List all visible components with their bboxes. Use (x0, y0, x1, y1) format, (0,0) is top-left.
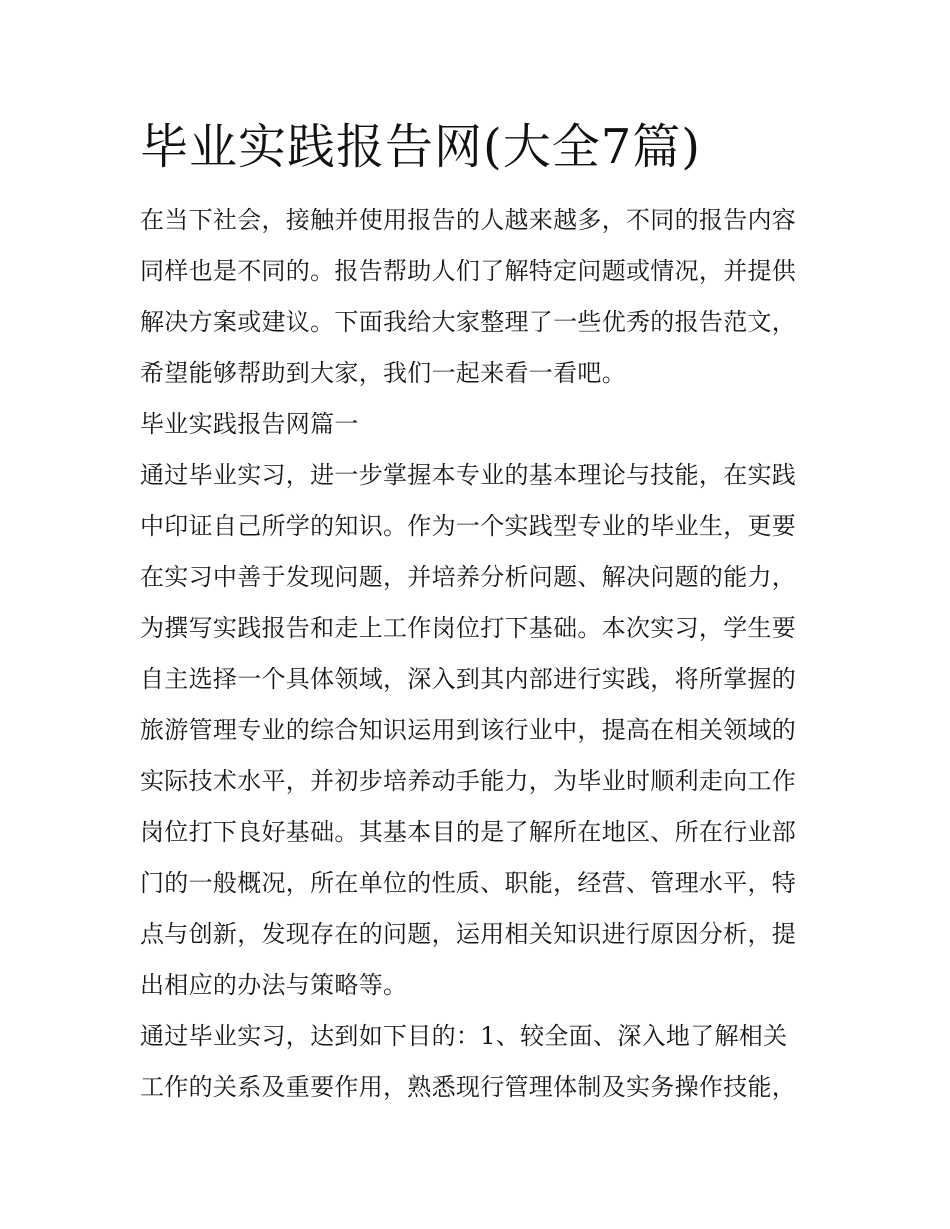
paragraph1-line-3: 在实习中善于发现问题，并培养分析问题、解决问题的能力， (140, 563, 797, 591)
paragraph2-line-2: 工作的关系及重要作用，熟悉现行管理体制及实务操作技能， (140, 1073, 797, 1101)
paragraph1-line-5: 自主选择一个具体领域，深入到其内部进行实践，将所掌握的 (140, 665, 797, 693)
paragraph1-line-10: 点与创新，发现存在的问题，运用相关知识进行原因分析，提 (140, 920, 797, 948)
paragraph1-line-9: 门的一般概况，所在单位的性质、职能，经营、管理水平，特 (140, 869, 797, 897)
section-heading: 毕业实践报告网篇一 (140, 410, 359, 438)
paragraph1-line-7: 实际技术水平，并初步培养动手能力，为毕业时顺利走向工作 (140, 767, 797, 795)
paragraph1-line-1: 通过毕业实习，进一步掌握本专业的基本理论与技能，在实践 (140, 461, 797, 489)
intro-line-2: 同样也是不同的。报告帮助人们了解特定问题或情况，并提供 (140, 257, 797, 285)
paragraph1-line-2: 中印证自己所学的知识。作为一个实践型专业的毕业生，更要 (140, 512, 797, 540)
paragraph1-line-8: 岗位打下良好基础。其基本目的是了解所在地区、所在行业部 (140, 818, 797, 846)
paragraph1-line-6: 旅游管理专业的综合知识运用到该行业中，提高在相关领域的 (140, 716, 797, 744)
intro-line-4: 希望能够帮助到大家，我们一起来看一看吧。 (140, 359, 626, 387)
document-title: 毕业实践报告网(大全7篇) (140, 119, 701, 175)
intro-line-3: 解决方案或建议。下面我给大家整理了一些优秀的报告范文， (140, 308, 797, 336)
paragraph1-line-11: 出相应的办法与策略等。 (140, 971, 408, 999)
paragraph2-line-1: 通过毕业实习，达到如下目的：1、较全面、深入地了解相关 (140, 1022, 788, 1050)
intro-line-1: 在当下社会，接触并使用报告的人越来越多，不同的报告内容 (140, 206, 797, 234)
paragraph1-line-4: 为撰写实践报告和走上工作岗位打下基础。本次实习，学生要 (140, 614, 797, 642)
